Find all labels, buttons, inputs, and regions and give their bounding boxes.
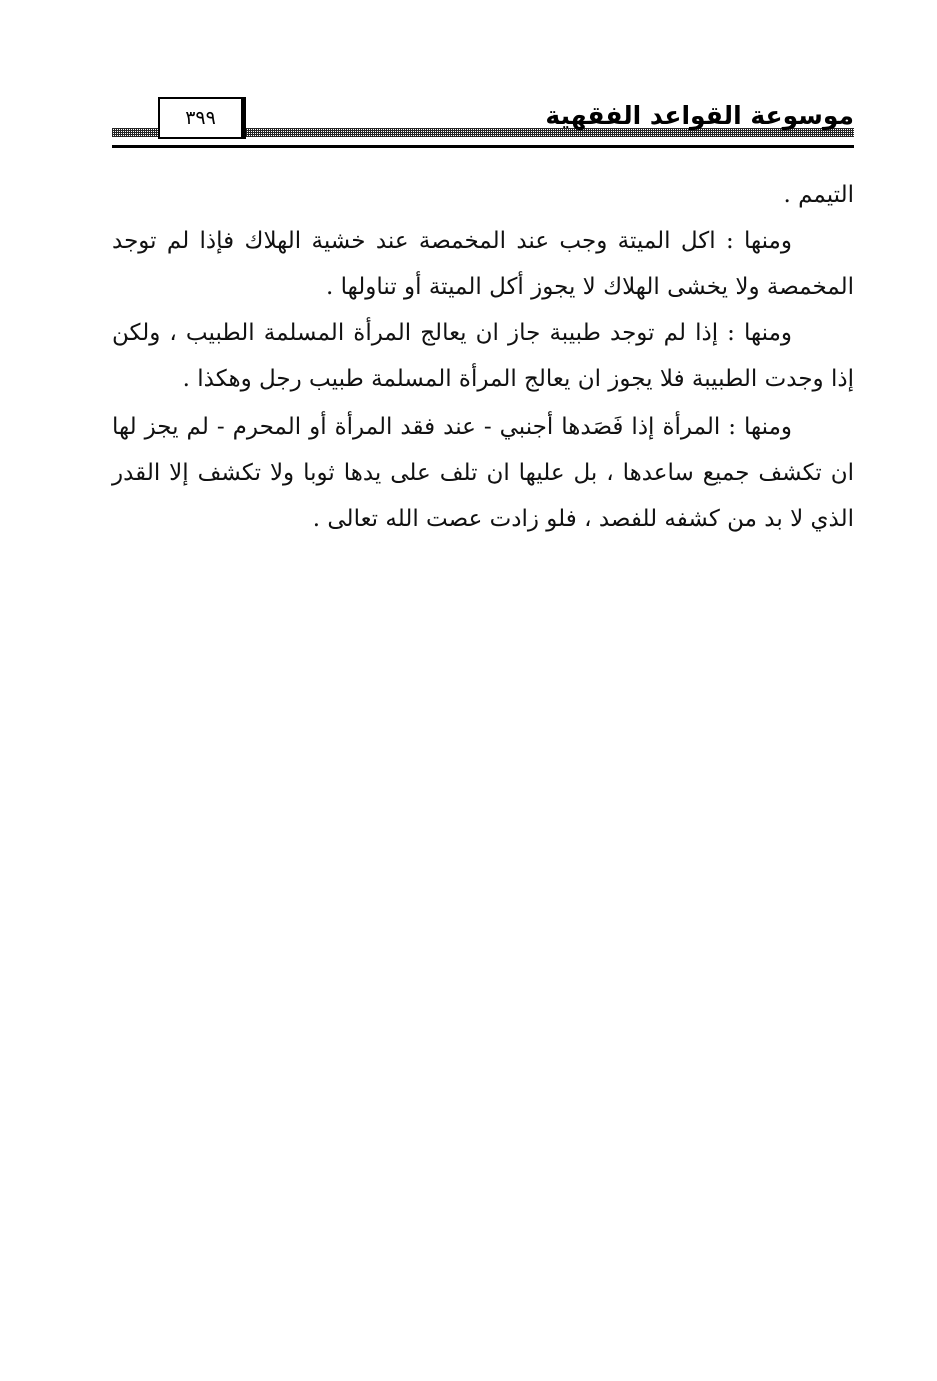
book-title: موسوعة القواعد الفقهية [545, 101, 854, 130]
header-rule [112, 145, 854, 148]
page-number: ٣٩٩ [158, 97, 246, 139]
paragraph-continuation: التيمم . [783, 182, 854, 208]
paragraph-female-doctor: ومنها : إذا لم توجد طبيبة جاز ان يعالج المرأة المسلمة الطبيب ، ولكن إذا وجدت الطبيبة فلا يجوز ان يعالج المرأة المسلمة طبيب رجل وهكذا . [112, 320, 854, 392]
paragraph-bloodletting: ومنها : المرأة إذا فَصَدها أجنبي - عند فقد المرأة أو المحرم - لم يجز لها ان تكشف جميع ساعدها ، بل عليها ان تلف على يدها ثوبا ولا تكشف إلا القدر الذي لا بد من كشفه للفصد ، فلو زادت عصت الله تعالى . [112, 414, 854, 532]
paragraph-dead-meat: ومنها : اكل الميتة وجب عند المخمصة عند خشية الهلاك فإذا لم توجد المخمصة ولا يخشى الهلاك لا يجوز أكل الميتة أو تناولها . [112, 228, 854, 300]
page-body [112, 172, 854, 542]
page-header [112, 96, 854, 160]
